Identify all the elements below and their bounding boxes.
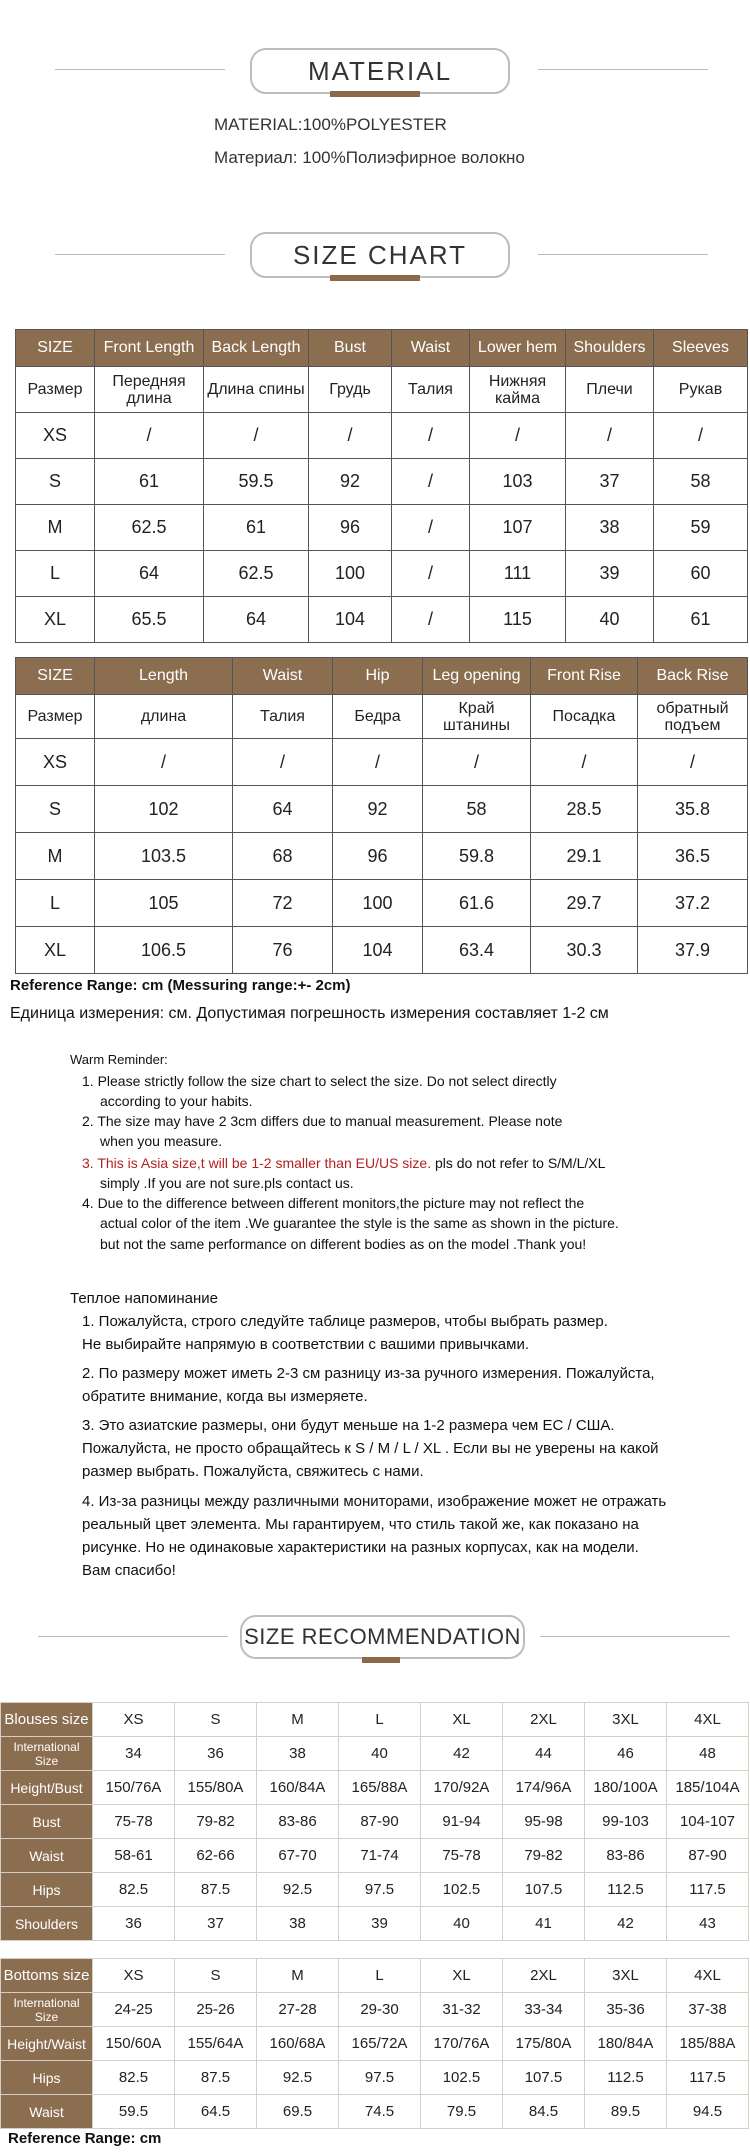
table-cell: 42 [585, 1907, 667, 1941]
table-cell: 87.5 [175, 1873, 257, 1907]
size-cell: S [175, 1959, 257, 1993]
table-cell: L [16, 551, 95, 597]
table-cell: 111 [470, 551, 566, 597]
header-cell-ru: Край штанины [423, 695, 531, 739]
table-cell: 64 [233, 786, 333, 833]
table-row [16, 505, 748, 551]
reminder-en-line: when you measure. [100, 1133, 223, 1149]
table-cell: 71-74 [339, 1839, 421, 1873]
table-cell: / [392, 459, 470, 505]
table-cell: / [204, 413, 309, 459]
table-row [1, 1839, 749, 1873]
table-cell: 59.8 [423, 833, 531, 880]
header-cell: Front Rise [531, 658, 638, 695]
row-label: Waist [1, 2095, 93, 2129]
table-cell: 87-90 [667, 1839, 749, 1873]
table-row [1, 2095, 749, 2129]
table-cell: 25-26 [175, 1993, 257, 2027]
row-label: International Size [1, 1737, 93, 1771]
table-cell: / [638, 739, 748, 786]
header-row-en [16, 330, 748, 367]
table-cell: 99-103 [585, 1805, 667, 1839]
reminder-en-title: Warm Reminder: [70, 1052, 168, 1067]
header-cell-ru: Передняя длина [95, 367, 204, 413]
table-cell: / [309, 413, 392, 459]
table-cell: 105 [95, 880, 233, 927]
size-cell: S [175, 1703, 257, 1737]
table-cell: 30.3 [531, 927, 638, 974]
table-cell: 102 [95, 786, 233, 833]
table-cell: / [392, 597, 470, 643]
table-cell: 64 [204, 597, 309, 643]
table-cell: / [470, 413, 566, 459]
table-cell: 46 [585, 1737, 667, 1771]
size-cell: 2XL [503, 1959, 585, 1993]
row-label: Shoulders [1, 1907, 93, 1941]
table-cell: 87.5 [175, 2061, 257, 2095]
header-cell: Waist [392, 330, 470, 367]
table-cell: 38 [257, 1907, 339, 1941]
table-row [1, 1703, 749, 1737]
table-cell: 112.5 [585, 1873, 667, 1907]
table-cell: 61 [204, 505, 309, 551]
table-cell: 36 [93, 1907, 175, 1941]
table-cell: 35-36 [585, 1993, 667, 2027]
table-cell: 75-78 [93, 1805, 175, 1839]
table-cell: 67-70 [257, 1839, 339, 1873]
table-cell: 29.1 [531, 833, 638, 880]
table-cell: 112.5 [585, 2061, 667, 2095]
table-cell: 95-98 [503, 1805, 585, 1839]
reminder-ru-line: реальный цвет элемента. Мы гарантируем, что стиль такой же, как показано на [82, 1516, 639, 1533]
table-cell: 37 [566, 459, 654, 505]
table-cell: 170/92A [421, 1771, 503, 1805]
row-label: Hips [1, 2061, 93, 2095]
table-cell: 97.5 [339, 2061, 421, 2095]
reminder-ru-title: Теплое напоминание [70, 1290, 218, 1307]
table-cell: 96 [333, 833, 423, 880]
header-cell-ru: Длина спины [204, 367, 309, 413]
table-cell: 38 [257, 1737, 339, 1771]
table-cell: 87-90 [339, 1805, 421, 1839]
table-cell: L [16, 880, 95, 927]
row-label: Bottoms size [1, 1959, 93, 1993]
header-cell: Lower hem [470, 330, 566, 367]
table-cell: 44 [503, 1737, 585, 1771]
header-cell: Waist [233, 658, 333, 695]
header-cell-ru: Нижняя кайма [470, 367, 566, 413]
header-row-ru [16, 695, 748, 739]
table-row [1, 1737, 749, 1771]
header-cell: Back Rise [638, 658, 748, 695]
table-cell: 79-82 [175, 1805, 257, 1839]
section-title-size-recommendation: SIZE RECOMMENDATION [240, 1615, 525, 1659]
table-cell: 59.5 [204, 459, 309, 505]
reminder-ru-line: Вам спасибо! [82, 1562, 176, 1579]
table-cell: 75-78 [421, 1839, 503, 1873]
table-cell: 58 [654, 459, 748, 505]
table-cell: 165/88A [339, 1771, 421, 1805]
size-cell: 4XL [667, 1703, 749, 1737]
table-cell: 106.5 [95, 927, 233, 974]
table-cell: 27-28 [257, 1993, 339, 2027]
table-cell: / [654, 413, 748, 459]
table-cell: 92 [333, 786, 423, 833]
reminder-ru-line: Не выбирайте напрямую в соответствии с вашими привычками. [82, 1336, 530, 1353]
table-cell: 65.5 [95, 597, 204, 643]
table-cell: 62.5 [204, 551, 309, 597]
table-cell: / [531, 739, 638, 786]
table-row [16, 833, 748, 880]
table-cell: M [16, 505, 95, 551]
table-cell: 42 [421, 1737, 503, 1771]
size-cell: XS [93, 1703, 175, 1737]
table-row [1, 1907, 749, 1941]
size-cell: L [339, 1959, 421, 1993]
table-cell: 155/80A [175, 1771, 257, 1805]
header-cell: Back Length [204, 330, 309, 367]
table-cell: XL [16, 927, 95, 974]
table-cell: 82.5 [93, 1873, 175, 1907]
header-cell: Sleeves [654, 330, 748, 367]
table-cell: 117.5 [667, 2061, 749, 2095]
table-cell: 58 [423, 786, 531, 833]
table-cell: 36.5 [638, 833, 748, 880]
table-cell: 107 [470, 505, 566, 551]
table-cell: 33-34 [503, 1993, 585, 2027]
reminder-ru-line: рисунке. Но не одинаковые характеристики на разных корпусах, как на модели. [82, 1539, 639, 1556]
header-cell-ru: Грудь [309, 367, 392, 413]
table-cell: 185/104A [667, 1771, 749, 1805]
table-cell: 82.5 [93, 2061, 175, 2095]
size-cell: 2XL [503, 1703, 585, 1737]
table-cell: 180/100A [585, 1771, 667, 1805]
top-size-table [15, 329, 748, 643]
table-cell: / [392, 413, 470, 459]
table-cell: 89.5 [585, 2095, 667, 2129]
table-cell: XS [16, 739, 95, 786]
bottoms-size-table [0, 1958, 749, 2129]
table-cell: 28.5 [531, 786, 638, 833]
table-cell: 175/80A [503, 2027, 585, 2061]
table-row [1, 1959, 749, 1993]
reminder-ru-line: 2. По размеру может иметь 2-3 см разницу из-за ручного измерения. Пожалуйста, [82, 1365, 655, 1382]
table-cell: 104-107 [667, 1805, 749, 1839]
reminder-en-warning: 3. This is Asia size,t will be 1-2 smaller than EU/US size. [82, 1155, 432, 1171]
header-cell-ru: длина [95, 695, 233, 739]
size-cell: 3XL [585, 1703, 667, 1737]
table-cell: 83-86 [257, 1805, 339, 1839]
table-cell: 84.5 [503, 2095, 585, 2129]
divider-line [38, 1636, 228, 1637]
reminder-ru-line: 4. Из-за разницы между различными мониторами, изображение может не отражать [82, 1493, 667, 1510]
table-cell: 104 [333, 927, 423, 974]
table-cell: 76 [233, 927, 333, 974]
row-label: International Size [1, 1993, 93, 2027]
reminder-ru-line: Пожалуйста, не просто обращайтесь к S / M / L / XL . Если вы не уверены на какой [82, 1440, 659, 1457]
material-en: MATERIAL:100%POLYESTER [214, 115, 447, 134]
table-row [16, 739, 748, 786]
table-cell: 37.9 [638, 927, 748, 974]
table-row [1, 1771, 749, 1805]
table-row [1, 1873, 749, 1907]
table-row [1, 1993, 749, 2027]
header-cell-ru: Рукав [654, 367, 748, 413]
table-cell: 69.5 [257, 2095, 339, 2129]
table-row [1, 2027, 749, 2061]
header-row-ru [16, 367, 748, 413]
table-cell: 103.5 [95, 833, 233, 880]
table-cell: 39 [566, 551, 654, 597]
table-cell: 24-25 [93, 1993, 175, 2027]
section-title-size-chart: SIZE CHART [250, 232, 510, 278]
header-cell-ru: обратный подъем [638, 695, 748, 739]
header-cell: SIZE [16, 658, 95, 695]
table-cell: 31-32 [421, 1993, 503, 2027]
table-cell: 104 [309, 597, 392, 643]
table-cell: 150/60A [93, 2027, 175, 2061]
reminder-en-line: but not the same performance on different bodies as on the model .Thank you! [100, 1236, 587, 1252]
table-cell: 102.5 [421, 2061, 503, 2095]
table-cell: 41 [503, 1907, 585, 1941]
table-cell: 79.5 [421, 2095, 503, 2129]
section-title-material: MATERIAL [250, 48, 510, 94]
divider-line [538, 69, 708, 70]
reminder-en-line [82, 1153, 605, 1173]
table-cell: 100 [333, 880, 423, 927]
table-cell: 61 [654, 597, 748, 643]
table-cell: 35.8 [638, 786, 748, 833]
table-cell: 97.5 [339, 1873, 421, 1907]
table-cell: 61.6 [423, 880, 531, 927]
header-cell: Hip [333, 658, 423, 695]
table-cell: 62.5 [95, 505, 204, 551]
header-cell: Length [95, 658, 233, 695]
table-cell: 39 [339, 1907, 421, 1941]
row-label: Height/Bust [1, 1771, 93, 1805]
header-cell-ru: Бедра [333, 695, 423, 739]
header-cell: SIZE [16, 330, 95, 367]
table-cell: 64 [95, 551, 204, 597]
table-cell: / [333, 739, 423, 786]
table-cell: 40 [421, 1907, 503, 1941]
table-cell: 83-86 [585, 1839, 667, 1873]
header-row-en [16, 658, 748, 695]
table-cell: 59 [654, 505, 748, 551]
size-cell: XL [421, 1703, 503, 1737]
table-cell: 29.7 [531, 880, 638, 927]
table-cell: 34 [93, 1737, 175, 1771]
table-cell: 102.5 [421, 1873, 503, 1907]
table-cell: 29-30 [339, 1993, 421, 2027]
table-cell: 43 [667, 1907, 749, 1941]
table-cell: 150/76A [93, 1771, 175, 1805]
size-cell: XS [93, 1959, 175, 1993]
reminder-en-line: actual color of the item .We guarantee the style is the same as shown in the picture. [100, 1215, 619, 1231]
table-cell: XL [16, 597, 95, 643]
table-cell: 92 [309, 459, 392, 505]
header-cell-ru: Плечи [566, 367, 654, 413]
header-cell-ru: Размер [16, 695, 95, 739]
reminder-ru-line: размер выбрать. Пожалуйста, свяжитесь с нами. [82, 1463, 424, 1480]
table-cell: 100 [309, 551, 392, 597]
table-row [16, 459, 748, 505]
table-cell: 107.5 [503, 1873, 585, 1907]
header-cell: Leg opening [423, 658, 531, 695]
table-cell: 79-82 [503, 1839, 585, 1873]
divider-line [55, 254, 225, 255]
table-cell: 40 [566, 597, 654, 643]
table-cell: 40 [339, 1737, 421, 1771]
table-row [16, 786, 748, 833]
blouses-size-table [0, 1702, 749, 1941]
table-cell: S [16, 459, 95, 505]
row-label: Height/Waist [1, 2027, 93, 2061]
divider-line [538, 254, 708, 255]
header-cell-ru: Талия [233, 695, 333, 739]
reminder-en-line: simply .If you are not sure.pls contact us. [100, 1175, 354, 1191]
table-cell: 96 [309, 505, 392, 551]
size-cell: 4XL [667, 1959, 749, 1993]
reminder-ru-line: обратите внимание, когда вы измеряете. [82, 1388, 368, 1405]
reminder-en-line: 1. Please strictly follow the size chart to select the size. Do not select directly [82, 1073, 557, 1089]
table-row [16, 597, 748, 643]
bottom-size-table [15, 657, 748, 974]
table-cell: 72 [233, 880, 333, 927]
reminder-en-line: 4. Due to the difference between different monitors,the picture may not reflect the [82, 1195, 585, 1211]
row-label: Bust [1, 1805, 93, 1839]
reminder-en-line: 2. The size may have 2 3cm differs due to manual measurement. Please note [82, 1113, 563, 1129]
size-cell: XL [421, 1959, 503, 1993]
table-cell: 155/64A [175, 2027, 257, 2061]
table-cell: / [566, 413, 654, 459]
table-cell: 103 [470, 459, 566, 505]
header-cell: Bust [309, 330, 392, 367]
table-cell: M [16, 833, 95, 880]
table-cell: 59.5 [93, 2095, 175, 2129]
table-cell: 180/84A [585, 2027, 667, 2061]
table-cell: 37-38 [667, 1993, 749, 2027]
table-cell: 170/76A [421, 2027, 503, 2061]
table-row [1, 2061, 749, 2095]
reminder-en-text: pls do not refer to S/M/L/XL [431, 1155, 606, 1171]
table-cell: 74.5 [339, 2095, 421, 2129]
reference-range-en: Reference Range: cm (Messuring range:+- 2cm) [10, 977, 351, 994]
table-cell: 107.5 [503, 2061, 585, 2095]
table-cell: 36 [175, 1737, 257, 1771]
reminder-ru-line: 1. Пожалуйста, строго следуйте таблице размеров, чтобы выбрать размер. [82, 1313, 608, 1330]
header-cell: Front Length [95, 330, 204, 367]
table-cell: 160/68A [257, 2027, 339, 2061]
table-cell: 92.5 [257, 2061, 339, 2095]
table-cell: / [233, 739, 333, 786]
table-cell: 37 [175, 1907, 257, 1941]
table-cell: 61 [95, 459, 204, 505]
table-cell: 117.5 [667, 1873, 749, 1907]
table-cell: 165/72A [339, 2027, 421, 2061]
table-cell: 94.5 [667, 2095, 749, 2129]
row-label: Waist [1, 1839, 93, 1873]
table-cell: 185/88A [667, 2027, 749, 2061]
table-cell: 58-61 [93, 1839, 175, 1873]
title-underline [362, 1657, 400, 1663]
row-label: Blouses size [1, 1703, 93, 1737]
table-row [16, 927, 748, 974]
table-cell: 68 [233, 833, 333, 880]
table-cell: 64.5 [175, 2095, 257, 2129]
divider-line [55, 69, 225, 70]
table-cell: / [95, 413, 204, 459]
table-cell: 62-66 [175, 1839, 257, 1873]
material-ru: Материал: 100%Полиэфирное волокно [214, 148, 525, 167]
table-cell: / [95, 739, 233, 786]
header-cell-ru: Посадка [531, 695, 638, 739]
table-row [16, 413, 748, 459]
size-cell: M [257, 1703, 339, 1737]
size-cell: L [339, 1703, 421, 1737]
reference-range-bottom: Reference Range: cm [8, 2130, 162, 2147]
table-cell: 60 [654, 551, 748, 597]
table-cell: 160/84A [257, 1771, 339, 1805]
reminder-en-line: according to your habits. [100, 1093, 253, 1109]
reminder-ru-warning: 3. Это азиатские размеры, они будут меньше на 1-2 размера чем EC / США. [82, 1417, 615, 1434]
header-cell-ru: Размер [16, 367, 95, 413]
table-cell: 174/96A [503, 1771, 585, 1805]
table-row [16, 551, 748, 597]
table-cell: XS [16, 413, 95, 459]
title-underline [330, 91, 420, 97]
table-cell: 37.2 [638, 880, 748, 927]
table-cell: 38 [566, 505, 654, 551]
size-cell: 3XL [585, 1959, 667, 1993]
reference-range-ru: Единица измерения: см. Допустимая погрешность измерения составляет 1-2 см [10, 1005, 609, 1022]
table-cell: 92.5 [257, 1873, 339, 1907]
table-row [16, 880, 748, 927]
row-label: Hips [1, 1873, 93, 1907]
header-cell: Shoulders [566, 330, 654, 367]
title-underline [330, 275, 420, 281]
table-cell: S [16, 786, 95, 833]
table-cell: / [392, 551, 470, 597]
table-cell: 63.4 [423, 927, 531, 974]
header-cell-ru: Талия [392, 367, 470, 413]
size-cell: M [257, 1959, 339, 1993]
table-cell: 91-94 [421, 1805, 503, 1839]
divider-line [540, 1636, 730, 1637]
table-cell: 115 [470, 597, 566, 643]
table-row [1, 1805, 749, 1839]
table-cell: / [423, 739, 531, 786]
table-cell: / [392, 505, 470, 551]
table-cell: 48 [667, 1737, 749, 1771]
